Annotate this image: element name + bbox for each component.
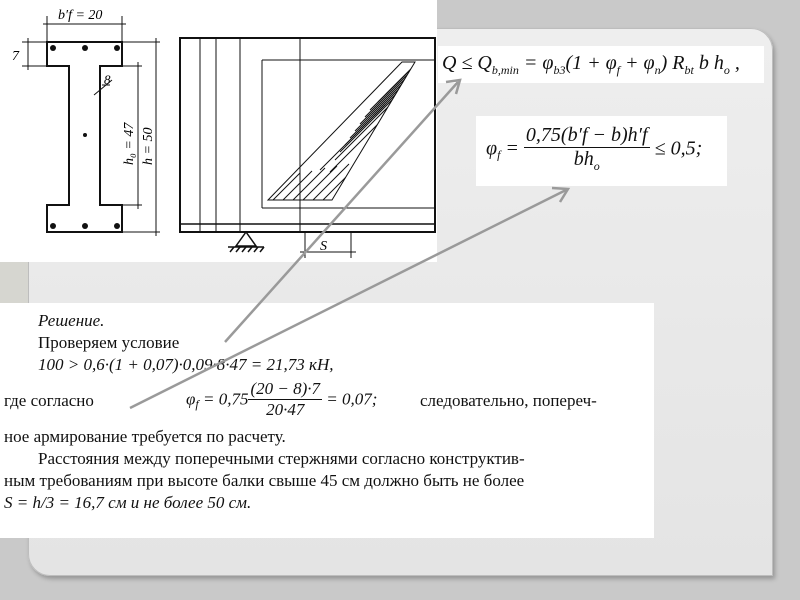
- text-line-distances: Расстояния между поперечными стержнями согласно конструктив-: [38, 449, 525, 468]
- crack-hatch: [260, 60, 420, 205]
- phi-fraction: [248, 379, 322, 420]
- phi-sub: f: [195, 396, 199, 411]
- f1-rest-d: b h: [693, 52, 724, 74]
- f1-rest-b: + φ: [620, 52, 655, 74]
- phi-result: = 0,07;: [322, 389, 378, 409]
- f2-eq: =: [500, 137, 524, 160]
- f1-rest-d-sub: o: [723, 63, 730, 77]
- text-line-where-a: где согласно: [4, 391, 94, 410]
- text-line-spacing-result: S = h/3 = 16,7 см и не более 50 см.: [4, 493, 252, 512]
- section-dim-lines: [22, 16, 160, 236]
- f1-lhs-sub: b,min: [491, 63, 519, 77]
- f1-rest-a-sub: f: [616, 63, 621, 77]
- dim-flange-label: 7: [12, 49, 19, 64]
- phi-symbol: φ: [186, 389, 196, 409]
- dim-bf-label: b′f = 20: [58, 8, 103, 23]
- f1-tail: ,: [729, 52, 740, 74]
- phi-numerator: (20 − 8)·7: [250, 379, 321, 398]
- f2-numerator: 0,75(b′f − b)h′f: [525, 124, 648, 146]
- f2-den-main: bh: [573, 148, 594, 170]
- i-beam-section: [47, 42, 122, 232]
- dim-h-label: h = 50: [141, 127, 156, 165]
- beam-drawing: [0, 0, 437, 262]
- f2-denominator: [524, 148, 650, 174]
- dim-h0-label: h₀ = 47: [122, 122, 137, 165]
- f1-rhs-sub: b3: [553, 63, 566, 77]
- f2-lhs: φ: [486, 137, 498, 160]
- f1-rest-c: ) R: [660, 52, 685, 74]
- f1-rhs: = φ: [518, 52, 554, 74]
- text-line-phi-formula: [186, 379, 377, 420]
- text-line-requirements: ным требованиям при высоте балки свыше 45 см должно быть не более: [4, 471, 525, 490]
- f2-rhs: ≤ 0,5;: [649, 137, 703, 160]
- f2-lhs-sub: f: [497, 147, 501, 162]
- left-accent-strip: [0, 262, 28, 306]
- dim-s-label: S: [320, 239, 327, 254]
- phi-denominator: 20·47: [266, 400, 305, 419]
- phi-eq: = 0,75: [198, 389, 249, 409]
- formula-shear-condition: [438, 46, 764, 83]
- spacing-dim: [300, 232, 356, 258]
- f1-rest-a: (1 + φ: [565, 52, 617, 74]
- formula-phi-f: [476, 116, 727, 186]
- solution-text: [0, 303, 654, 538]
- beam-drawing-svg: [0, 0, 437, 262]
- f2-den-sub: o: [593, 159, 600, 173]
- text-line-check: Проверяем условие: [38, 333, 180, 352]
- f1-lhs: Q ≤ Q: [442, 52, 492, 74]
- dim-web-label: 8: [104, 72, 111, 87]
- solution-heading: Решение.: [38, 311, 105, 330]
- f1-rest-b-sub: n: [654, 63, 661, 77]
- support-icon: [228, 232, 264, 252]
- text-line-calc: 100 > 0,6·(1 + 0,07)·0,09·8·47 = 21,73 кН,: [38, 355, 334, 374]
- text-line-reinforcement: ное армирование требуется по расчету.: [4, 427, 286, 446]
- f2-fraction: [524, 124, 650, 174]
- f1-rest-c-sub: bt: [684, 63, 694, 77]
- text-line-where-b: следовательно, попереч-: [420, 391, 597, 410]
